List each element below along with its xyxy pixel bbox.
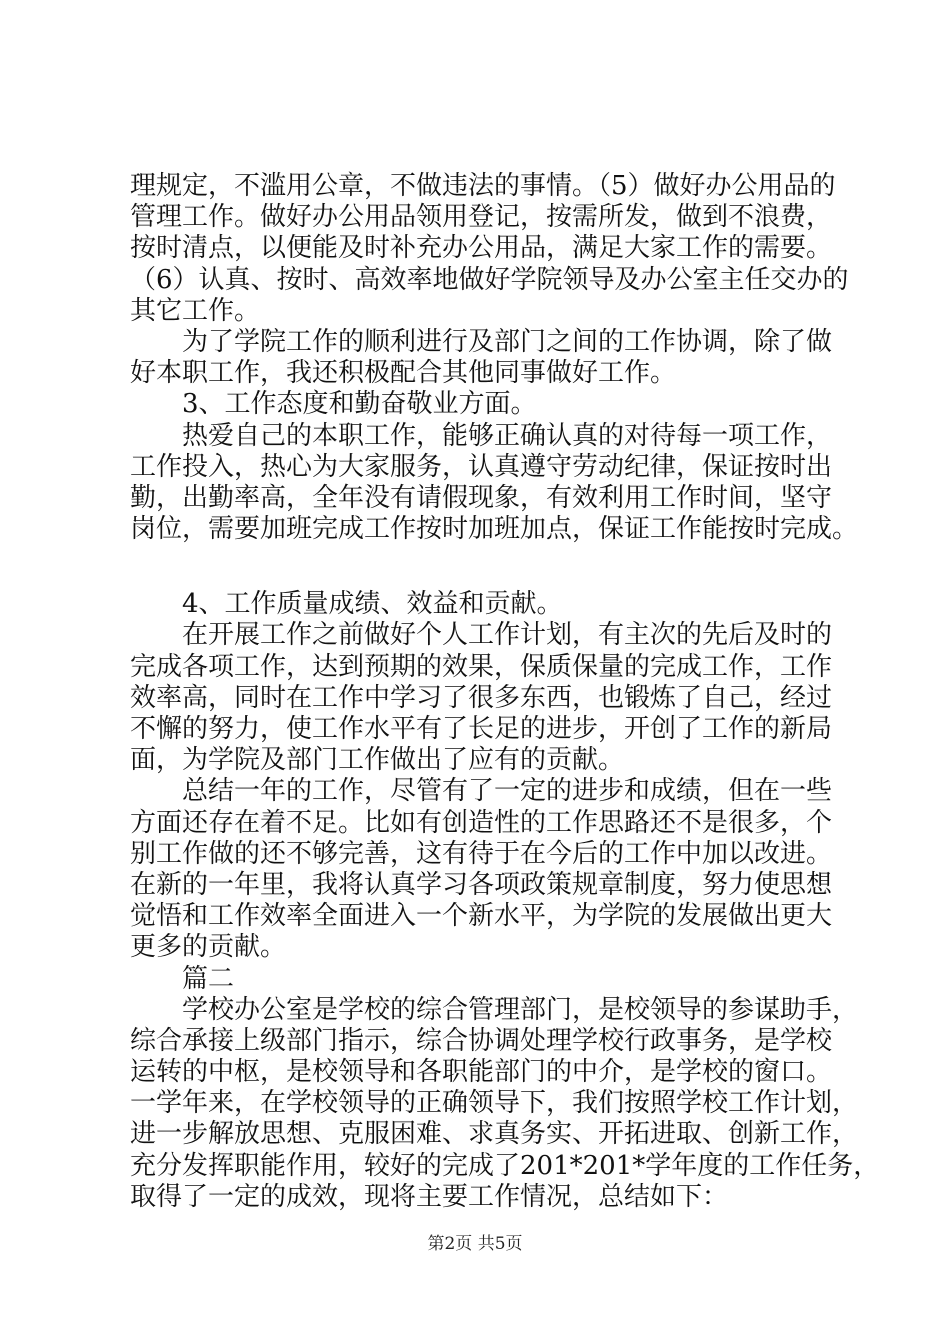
text-line: 理规定，不滥用公章，不做违法的事情。（5）做好办公用品的 [130,171,836,201]
section-heading: 3、工作态度和勤奋敬业方面。 [130,389,537,420]
paragraph-gap [130,545,842,589]
page-indicator: 第2页 共5页 [427,1234,523,1254]
text-line: 在新的一年里，我将认真学习各项政策规章制度，努力使思想 [130,869,833,900]
text-line: 取得了一定的成效，现将主要工作情况，总结如下： [130,1181,729,1212]
section-heading: 4、工作质量成绩、效益和贡献。 [130,589,563,620]
text-line: 好本职工作，我还积极配合其他同事做好工作。 [130,358,677,389]
text-line: 效率高，同时在工作中学习了很多东西，也锻炼了自己，经过 [130,682,833,713]
text-line: 学校办公室是学校的综合管理部门，是校领导的参谋助手， [130,994,859,1025]
text-line: 按时清点，以便能及时补充办公用品，满足大家工作的需要。 [130,233,833,264]
text-line: 岗位，需要加班完成工作按时加班加点，保证工作能按时完成。 [130,514,859,545]
text-line: 在开展工作之前做好个人工作计划，有主次的先后及时的 [130,620,833,651]
text-line: 工作投入，热心为大家服务，认真遵守劳动纪律，保证按时出 [130,451,833,482]
section-heading: 篇二 [130,963,235,994]
text-line: 充分发挥职能作用，较好的完成了201*201*学年度的工作任务， [130,1150,880,1181]
text-line: 完成各项工作，达到预期的效果，保质保量的完成工作，工作 [130,651,833,682]
text-line: 管理工作。做好办公用品领用登记，按需所发，做到不浪费， [130,202,833,233]
text-line: 运转的中枢，是校领导和各职能部门的中介，是学校的窗口。 [130,1057,833,1088]
text-line: 热爱自己的本职工作，能够正确认真的对待每一项工作， [130,420,833,451]
document-body [130,171,880,1213]
text-line: 一学年来，在学校领导的正确领导下，我们按照学校工作计划， [130,1088,859,1119]
text-line: 方面还存在着不足。比如有创造性的工作思路还不是很多，个 [130,807,833,838]
text-line: 觉悟和工作效率全面进入一个新水平，为学院的发展做出更大 [130,901,833,932]
text-line: 面，为学院及部门工作做出了应有的贡献。 [130,745,625,776]
text-line: 勤，出勤率高，全年没有请假现象，有效利用工作时间，坚守 [130,482,833,513]
text-line: 总结一年的工作，尽管有了一定的进步和成绩，但在一些 [130,776,833,807]
text-line: 别工作做的还不够完善，这有待于在今后的工作中加以改进。 [130,838,833,869]
text-line: 不懈的努力，使工作水平有了长足的进步，开创了工作的新局 [130,714,833,744]
text-line: 为了学院工作的顺利进行及部门之间的工作协调，除了做 [130,326,833,357]
text-line: （6）认真、按时、高效率地做好学院领导及办公室主任交办的 [130,264,849,295]
text-line: 更多的贡献。 [130,932,287,963]
text-line: 其它工作。 [130,295,261,326]
text-line: 综合承接上级部门指示，综合协调处理学校行政事务，是学校 [130,1025,833,1056]
text-line: 进一步解放思想、克服困难、求真务实、开拓进取、创新工作， [130,1119,859,1150]
